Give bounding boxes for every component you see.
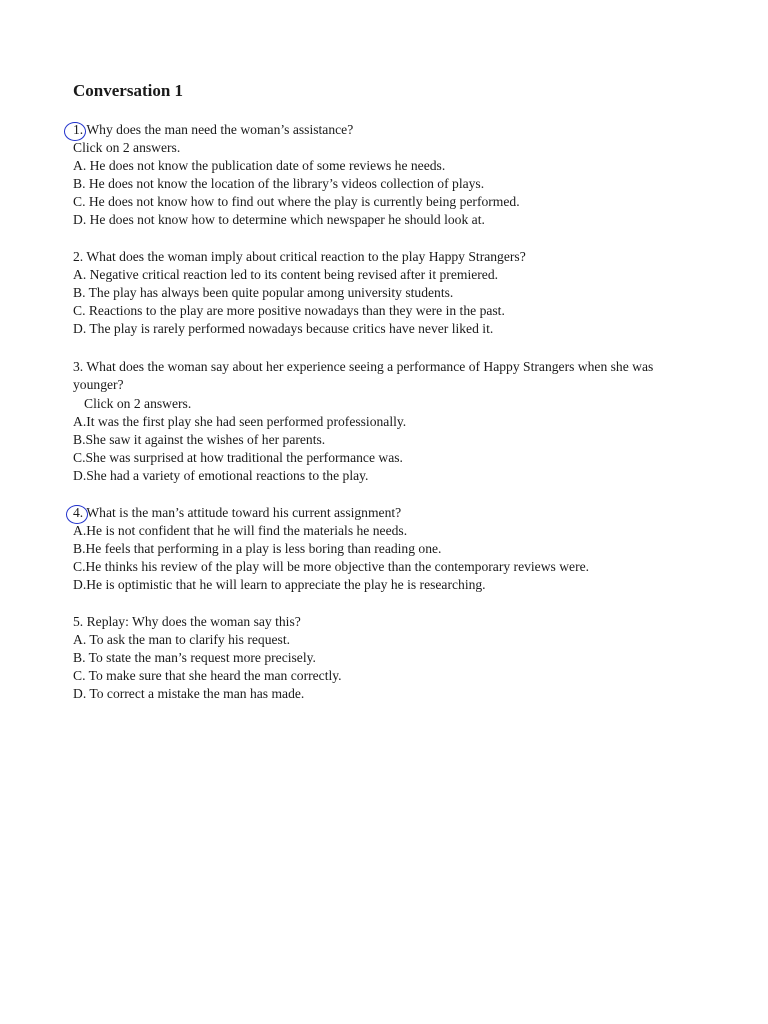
question-5-option-a: A. To ask the man to clarify his request. [73, 632, 291, 647]
question-4-option-d: D.He is optimistic that he will learn to appreciate the play he is researching. [73, 577, 486, 592]
question-1-option-c: C. He does not know how to find out where the play is currently being performed. [73, 194, 520, 209]
page-title: Conversation 1 [73, 81, 184, 100]
question-3-option-c: C.She was surprised at how traditional the performance was. [73, 450, 403, 465]
question-4-text: 4. What is the man’s attitude toward his current assignment? [73, 505, 402, 520]
question-1-instruction: Click on 2 answers. [73, 140, 181, 155]
question-5-option-b: B. To state the man’s request more precisely. [73, 650, 316, 665]
question-2-option-c: C. Reactions to the play are more positive nowadays than they were in the past. [73, 303, 505, 318]
question-1-option-d: D. He does not know how to determine which newspaper he should look at. [73, 212, 485, 227]
question-1-text: 1. Why does the man need the woman’s assistance? [73, 122, 354, 137]
question-1-option-a: A. He does not know the publication date of some reviews he needs. [73, 158, 446, 173]
question-3-option-d: D.She had a variety of emotional reactions to the play. [73, 468, 369, 483]
question-2-text: 2. What does the woman imply about critical reaction to the play Happy Strangers? [73, 249, 526, 264]
question-3-instruction: Click on 2 answers. [84, 396, 192, 411]
question-4-option-c: C.He thinks his review of the play will be more objective than the contemporary reviews were. [73, 559, 590, 574]
question-5-option-c: C. To make sure that she heard the man correctly. [73, 668, 342, 683]
question-5-text: 5. Replay: Why does the woman say this? [73, 614, 301, 629]
question-3-text: 3. What does the woman say about her experience seeing a performance of Happy Strangers when she was younger? [73, 359, 654, 392]
question-2-option-b: B. The play has always been quite popular among university students. [73, 285, 454, 300]
question-2-option-a: A. Negative critical reaction led to its content being revised after it premiered. [73, 267, 499, 282]
question-3-option-b: B.She saw it against the wishes of her parents. [73, 432, 326, 447]
question-4-option-a: A.He is not confident that he will find the materials he needs. [73, 523, 408, 538]
question-1-option-b: B. He does not know the location of the library’s videos collection of plays. [73, 176, 485, 191]
question-3-option-a: A.It was the first play she had seen performed professionally. [73, 414, 407, 429]
question-5-option-d: D. To correct a mistake the man has made. [73, 686, 305, 701]
question-4-option-b: B.He feels that performing in a play is less boring than reading one. [73, 541, 442, 556]
question-2-option-d: D. The play is rarely performed nowadays because critics have never liked it. [73, 321, 494, 336]
